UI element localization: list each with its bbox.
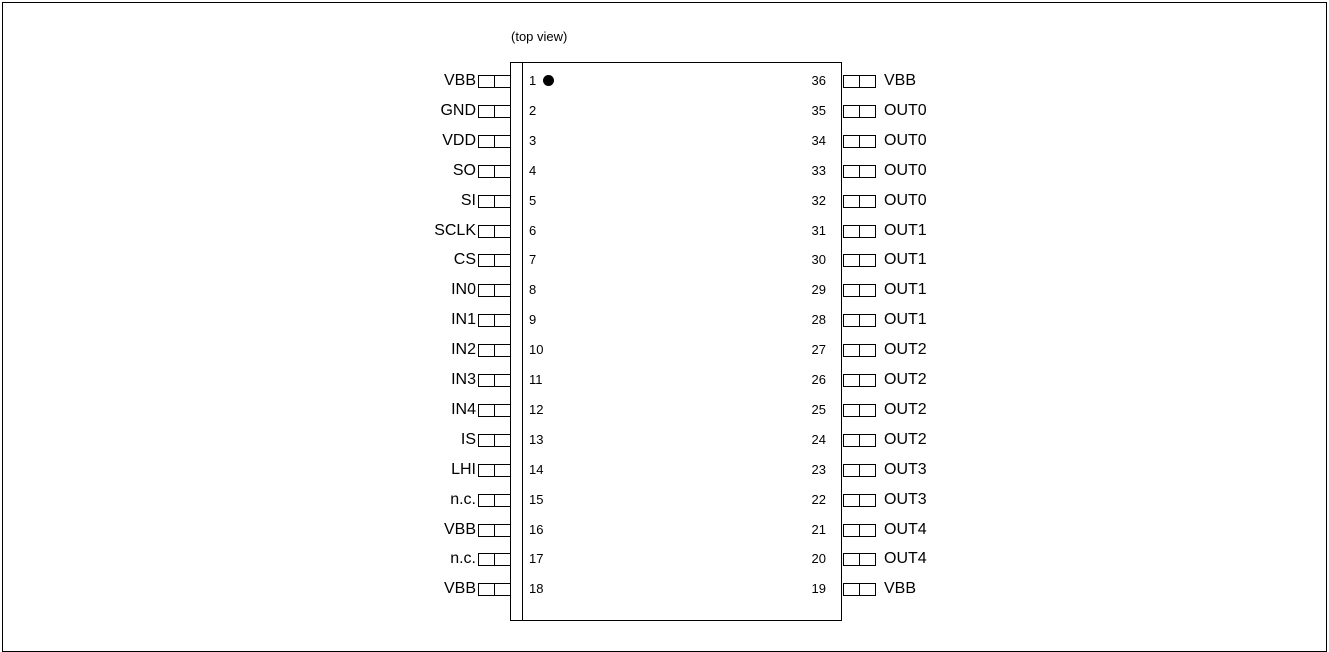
right-pin-signal-label: OUT0 [884,101,927,119]
left-pin-pad [478,464,511,477]
left-pin-signal-label: n.c. [450,490,476,508]
right-pin-pad [843,344,876,357]
left-pin-pad [478,583,511,596]
left-pin-number: 18 [529,581,544,597]
left-pin-pad [478,75,511,88]
left-pin-number: 6 [529,222,537,238]
left-pin-signal-label: IN3 [451,371,476,388]
right-pin-number: 25 [811,401,826,417]
left-pin-pad [478,524,511,537]
left-pin-signal-label: IN2 [451,341,476,359]
left-pin-signal-label: VBB [443,580,476,598]
left-pin-number: 2 [529,102,537,118]
right-pin-pad [843,524,876,537]
right-pin-signal-label: OUT0 [884,191,927,209]
left-pin-pad [478,105,511,118]
right-pin-number: 34 [811,132,826,148]
left-pin-signal-label: CS [453,251,476,269]
left-pin-signal-label: SI [460,191,476,209]
left-pin-number: 9 [529,312,537,328]
right-pin-signal-label: OUT2 [884,400,927,418]
right-pin-pad [843,464,876,477]
left-pin-signal-label: LHI [451,460,476,478]
left-pin-signal-label: VBB [443,72,476,89]
right-pin-signal-label: VBB [884,72,917,89]
left-pin-signal-label: SO [452,161,476,179]
right-pin-number: 28 [811,312,826,328]
left-pin-number: 7 [529,252,537,268]
left-pin-pad [478,225,511,238]
left-pin-pad [478,434,511,447]
right-pin-number: 21 [811,521,826,537]
right-pin-signal-label: OUT1 [884,281,927,299]
left-pin-pad [478,494,511,507]
right-pin-signal-label: OUT1 [884,221,927,239]
right-pin-number: 19 [811,581,826,597]
right-pin-signal-label: OUT2 [884,371,927,388]
right-pin-pad [843,314,876,327]
left-pin-signal-label: GND [440,101,476,119]
left-pin-number: 1 [529,73,537,88]
right-pin-signal-label: VBB [884,580,917,598]
right-pin-signal-label: OUT3 [884,490,927,508]
left-pin-number: 3 [529,132,537,148]
right-pin-pad [843,404,876,417]
right-pin-number: 20 [811,551,826,567]
view-caption: (top view) [511,29,568,44]
left-pin-signal-label: VBB [443,520,476,538]
left-pin-signal-label: IN1 [451,311,476,329]
right-pin-number: 23 [811,461,826,477]
right-pin-pad [843,583,876,596]
left-pin-number: 4 [529,162,537,178]
right-pin-number: 26 [811,372,826,387]
left-pin-number: 12 [529,401,544,417]
right-pin-pad [843,195,876,208]
right-pin-pad [843,254,876,267]
right-pin-signal-label: OUT2 [884,341,927,359]
right-pin-signal-label: OUT0 [884,161,927,179]
right-pin-number: 32 [811,192,826,208]
left-pin-signal-label: IN0 [451,281,476,299]
left-pin-number: 14 [529,461,544,477]
right-pin-signal-label: OUT1 [884,311,927,329]
left-pin-pad [478,165,511,178]
right-pin-pad [843,135,876,148]
right-pin-number: 22 [811,491,826,507]
left-pin-signal-label: IN4 [451,400,476,418]
left-pin-signal-label: n.c. [450,550,476,568]
left-pin-number: 5 [529,192,537,208]
left-pin-signal-label: IS [460,430,476,448]
left-pin-pad [478,404,511,417]
right-pin-pad [843,165,876,178]
right-pin-signal-label: OUT1 [884,251,927,269]
left-pin-signal-label: SCLK [434,221,476,239]
left-pin-number: 17 [529,551,544,567]
right-pin-number: 36 [811,73,826,88]
right-pin-pad [843,225,876,238]
left-pin-number: 16 [529,521,544,537]
right-pin-signal-label: OUT4 [884,550,927,568]
left-pin-pad [478,284,511,297]
right-pin-number: 29 [811,282,826,298]
left-pin-number: 8 [529,282,537,298]
left-pin-pad [478,195,511,208]
right-pin-signal-label: OUT4 [884,520,927,538]
chip-package-body [510,62,842,621]
right-pin-number: 27 [811,342,826,358]
right-pin-pad [843,284,876,297]
right-pin-number: 24 [811,431,826,447]
right-pin-signal-label: OUT3 [884,460,927,478]
left-pin-pad [478,374,511,387]
right-pin-pad [843,374,876,387]
left-pin-signal-label: VDD [442,131,476,149]
right-pin-pad [843,434,876,447]
left-pin-number: 15 [529,491,544,507]
pin1-marker-icon [543,75,554,86]
left-pin-pad [478,344,511,357]
right-pin-number: 30 [811,252,826,268]
right-pin-number: 35 [811,102,826,118]
right-pin-pad [843,553,876,566]
right-pin-signal-label: OUT0 [884,131,927,149]
left-pin-number: 13 [529,431,544,447]
right-pin-pad [843,494,876,507]
left-pin-pad [478,553,511,566]
right-pin-pad [843,105,876,118]
left-pin-pad [478,254,511,267]
left-pin-pad [478,135,511,148]
right-pin-number: 31 [811,222,826,238]
right-pin-number: 33 [811,162,826,178]
chip-edge-line [522,62,523,621]
left-pin-number: 10 [529,342,544,358]
right-pin-signal-label: OUT2 [884,430,927,448]
left-pin-number: 11 [529,372,543,387]
left-pin-pad [478,314,511,327]
right-pin-pad [843,75,876,88]
